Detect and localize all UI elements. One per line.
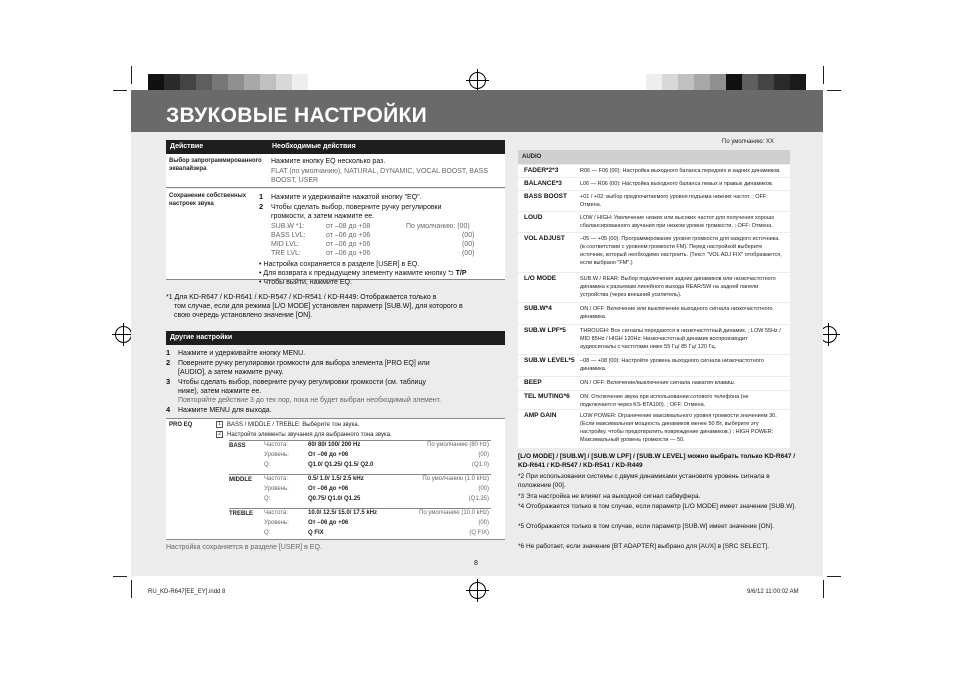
param-range: от –06 до +06 xyxy=(326,241,371,248)
color-bar-left xyxy=(276,74,292,90)
row-label: Сохранение собственных настроек звука xyxy=(169,193,247,207)
eq-param-name: Частота: xyxy=(264,510,288,516)
step-text: Повторяйте действие 3 до тех пор, пока не будет выбран необходимый элемент. xyxy=(178,397,442,404)
audio-row-text: L06 — R06 (00): Настройка выходного баланса левых и правых динамиков. xyxy=(580,181,774,187)
color-bar-right xyxy=(694,74,710,90)
step-text: громкости, а затем нажмите ее. xyxy=(271,213,375,220)
table-header xyxy=(166,140,505,154)
audio-row-text: ON / OFF: Включение или выключение выходного сигнала низкочастотного динамика. xyxy=(580,306,773,320)
pro-eq-item-text: BASS / MIDDLE / TREBLE: Выберите тон звука. xyxy=(227,422,360,429)
audio-header-label: AUDIO xyxy=(522,154,542,160)
step-number: 3 xyxy=(166,377,171,386)
audio-row-label: SUB.W LPF*5 xyxy=(524,327,566,334)
eq-param-values: От –06 до +06 xyxy=(308,452,349,458)
item-number-box: 1 xyxy=(216,421,223,428)
footer-file: RU_KD-R647[EE_EY].indd 8 xyxy=(148,589,226,595)
audio-row-label: SUB.W LEVEL*5 xyxy=(524,357,575,364)
eq-param-default: (Q1.0) xyxy=(471,462,489,468)
audio-row-label: SUB.W*4 xyxy=(524,305,552,312)
table-row xyxy=(518,325,790,354)
eq-param-values: 60/ 80/ 100/ 200 Hz xyxy=(308,442,361,448)
eq-param-name: Частота: xyxy=(264,476,288,482)
color-bar-left xyxy=(180,74,196,90)
step-text: Нажмите и удерживайте нажатой кнопку "EQ". xyxy=(271,194,422,201)
audio-row-text: –08 — +08 (00): Настройте уровень выходного сигнала низкочастотного динамика. xyxy=(580,358,764,372)
step-text: Чтобы сделать выбор, поверните ручку регулировки громкости (см. таблицу xyxy=(178,379,426,386)
audio-row-label: VOL ADJUST xyxy=(524,235,565,242)
param-default: (00) xyxy=(462,250,475,257)
crop-mark xyxy=(827,90,841,91)
eq-param-values: 0.5/ 1.0/ 1.5/ 2.5 kHz xyxy=(308,476,364,482)
eq-param-values: Q0.75/ Q1.0/ Q1.25 xyxy=(308,496,361,502)
table-row xyxy=(518,377,790,390)
registration-mark-icon xyxy=(115,326,132,343)
color-bar-right xyxy=(726,74,742,90)
table-row xyxy=(518,355,790,376)
param-default: По умолчанию: (00) xyxy=(406,223,470,230)
param-range: от –06 до +06 xyxy=(326,232,371,239)
eq-param-values: От –06 до +06 xyxy=(308,520,349,526)
bullet-text: Настройка сохраняется в разделе [USER] в EQ. xyxy=(263,261,420,268)
step-number: 1 xyxy=(166,348,171,357)
audio-row-label: AMP GAIN xyxy=(524,412,557,419)
table-row xyxy=(518,391,790,409)
audio-row-label: LOUD xyxy=(524,214,543,221)
footnote-4: *4 Отображается только в том случае, если параметр [L/O MODE] имеет значение [SUB.W]. xyxy=(518,503,797,510)
registration-mark-icon xyxy=(469,582,486,599)
eq-param-default: По умолчанию (10.0 kHz) xyxy=(419,510,489,516)
eq-param-default: (Q FIX) xyxy=(469,530,489,536)
page-number: 8 xyxy=(474,560,478,567)
eq-param-default: (00) xyxy=(478,520,489,526)
color-bar-right xyxy=(742,74,758,90)
tp-key-label: T/P xyxy=(455,270,467,277)
color-bar-left xyxy=(244,74,260,90)
eq-group-name: MIDDLE xyxy=(229,477,252,483)
eq-param-name: Частота: xyxy=(264,442,288,448)
eq-param-values: 10.0/ 12.5/ 15.0/ 17.5 kHz xyxy=(308,510,378,516)
default-note: По умолчанию: XX xyxy=(722,139,774,145)
eq-param-name: Уровень: xyxy=(264,486,289,492)
crop-mark xyxy=(827,576,841,577)
eq-param-default: (00) xyxy=(478,452,489,458)
footer-date: 9/6/12 11:00:02 AM xyxy=(747,589,799,595)
color-bar-left xyxy=(260,74,276,90)
color-bar-right xyxy=(790,74,806,90)
param-range: от –08 до +08 xyxy=(326,223,371,230)
eq-param-default: (Q1.25) xyxy=(468,496,489,502)
step-text: [AUDIO], а затем нажмите ручку. xyxy=(178,369,284,376)
crop-mark xyxy=(131,66,132,84)
color-bar-left xyxy=(292,74,308,90)
eq-param-name: Q: xyxy=(264,530,271,536)
eq-param-values: От –06 до +06 xyxy=(308,486,349,492)
bullet-text: Чтобы выйти, нажмите EQ. xyxy=(263,279,352,286)
footnote-1: *1 Для KD-R647 / KD-R641 / KD-R547 / KD-R541 / KD-R449: Отображается только в xyxy=(166,294,437,301)
crop-mark xyxy=(131,580,132,598)
audio-row-text: LOW POWER: Ограничение максимального уровня громкости значением 30. (Если максимальная мощность динамиков менее 50 Вт, выберите эту настройку, чтобы предотвратить повреждение динамиков.) ; HIGH POWER: Максимальный уровень громкости — 50. xyxy=(580,413,777,443)
step-text: Чтобы сделать выбор, поверните ручку регулировки xyxy=(271,204,442,211)
color-bar-right xyxy=(662,74,678,90)
param-name: MID LVL: xyxy=(271,241,300,248)
audio-row-text: R06 — F06 (00): Настройка выходного баланса передних и задних динамиков. xyxy=(580,168,781,174)
footnote-1: свою очередь установлено значение [ON]. xyxy=(174,312,313,319)
step-text: Поверните ручку регулировки громкости для выбора элемента [PRO EQ] или xyxy=(178,360,430,367)
audio-row-text: LOW / HIGH: Увеличение низких или высоких частот для получения хорошо сбалансированного звучания при низком уровне громкости. ; OFF: Отмена. xyxy=(580,215,775,229)
audio-row-label: BEEP xyxy=(524,379,542,386)
bullet-text: • Для возврата к предыдущему элементу нажмите кнопку ⮌ T/P xyxy=(259,270,467,277)
param-default: (00) xyxy=(462,232,475,239)
table-row xyxy=(518,233,790,272)
footnote-1: том случае, если для режима [L/O MODE] установлен параметр [SUB.W], для которого в xyxy=(174,303,463,310)
param-name: BASS LVL: xyxy=(271,232,306,239)
registration-mark-icon xyxy=(469,72,486,89)
crop-mark xyxy=(113,576,127,577)
lo-mode-note: [L/O MODE] / [SUB.W] / [SUB.W LPF] / [SUB.W LEVEL] можно выбрать только KD-R647 / KD-R641 / KD-R547 / KD-R541 / KD-R449 xyxy=(518,453,796,469)
table-row xyxy=(518,165,790,177)
audio-row-text: –05 — +05 (00): Программирование уровня громкости для каждого источника. (в соответствии с уровнем громкости FM). Перед настройкой выберите источник, который необходимо настроить. (Текст "VOL ADJ FIX" отображается, если выбрано "FM".) xyxy=(580,236,782,266)
footnote-6: *6 Не работает, если значение [BT ADAPTER] выбрано для [AUX] в [SRC SELECT]. xyxy=(518,543,770,550)
param-name: TRE LVL: xyxy=(271,250,301,257)
color-bar-right xyxy=(710,74,726,90)
table-row xyxy=(518,273,790,302)
color-bar-left xyxy=(228,74,244,90)
section-header xyxy=(166,331,505,345)
audio-row-label: BASS BOOST xyxy=(524,193,567,200)
bullet-text: Для возврата к предыдущему элементу нажмите кнопку xyxy=(263,270,447,277)
table-row xyxy=(518,178,790,190)
audio-row-text: THROUGH: Все сигналы передаются в низкочастотный динамик. ; LOW 55Hz / MID 85Hz / HIGH 120Hz: Низкочастотный динамик воспроизводит аудиосигналы с частотами ниже 55 Гц/ 85 Гц/ 120 Гц. xyxy=(580,328,781,350)
bullet-text: • Чтобы выйти, нажмите EQ. xyxy=(259,279,352,286)
col-needed-header: Необходимые действия xyxy=(272,143,356,150)
audio-row-text: ON: Отключение звука при использовании сотового телефона (не подключается через KS-BTA100). ; OFF: Отмена. xyxy=(580,394,749,408)
eq-param-name: Q: xyxy=(264,462,271,468)
eq-param-values: Q FIX xyxy=(308,530,324,536)
param-range: от –06 до +06 xyxy=(326,250,371,257)
pro-eq-item xyxy=(216,421,359,429)
color-bar-left xyxy=(212,74,228,90)
audio-row-label: L/O MODE xyxy=(524,275,557,282)
pro-eq-item xyxy=(216,431,392,439)
audio-row-text: SUB.W / REAR: Выбор подключения задних динамиков или низкочастотного динамика к разъемам линейного выхода REAR/SW на задней панели устройства (через внешний усилитель). xyxy=(580,276,776,298)
step-number: 2 xyxy=(259,202,264,211)
table-row xyxy=(518,410,790,448)
color-bar-left xyxy=(164,74,180,90)
audio-row-label: TEL MUTING*6 xyxy=(524,393,570,400)
color-bar-right xyxy=(774,74,790,90)
eq-param-name: Q: xyxy=(264,496,271,502)
audio-row-text: +01 / +02: выбор предпочитаемого уровня подъема нижних частот. ; OFF: Отмена. xyxy=(580,194,768,208)
audio-header xyxy=(518,150,790,164)
col-action-header: Действие xyxy=(170,143,204,150)
param-name: SUB.W *1: xyxy=(271,223,305,230)
saved-note: Настройка сохраняется в разделе [USER] в EQ. xyxy=(166,544,322,551)
step-number: 2 xyxy=(166,358,171,367)
step-number: 1 xyxy=(259,192,264,201)
audio-row-text: ON / OFF: Включение/выключение сигнала нажатия клавиш. xyxy=(580,380,736,386)
footnote-2: *2 При использовании системы с двумя динамиками установите уровень сигнала в положение [00]. xyxy=(518,473,770,489)
row-text: BOOST, USER xyxy=(271,177,319,184)
page-title: ЗВУКОВЫЕ НАСТРОЙКИ xyxy=(166,104,428,127)
color-bar-right xyxy=(646,74,662,90)
eq-param-name: Уровень: xyxy=(264,452,289,458)
step-text: Нажмите MENU для выхода. xyxy=(178,407,272,414)
row-text: Нажмите кнопку EQ несколько раз. xyxy=(271,158,386,165)
eq-param-name: Уровень: xyxy=(264,520,289,526)
row-label: Выбор запрограммированного эквалайзера xyxy=(169,158,262,172)
crop-mark xyxy=(113,90,127,91)
row-text: FLAT (по умолчанию), NATURAL, DYNAMIC, VOCAL BOOST, BASS xyxy=(271,168,488,175)
eq-param-default: (00) xyxy=(478,486,489,492)
table-row xyxy=(518,191,790,211)
crop-mark xyxy=(823,580,824,598)
step-text: ниже), затем нажмите ее. xyxy=(178,388,262,395)
footnote-3: *3 Эта настройка не влияет на выходной сигнал сабвуфера. xyxy=(518,493,701,500)
footnote-5: *5 Отображается только в том случае, если параметр [SUB.W] имеет значение [ON]. xyxy=(518,523,774,530)
eq-param-default: По умолчанию (1.0 kHz) xyxy=(422,476,489,482)
pro-eq-item-text: Настройте элементы звучания для выбранного тона звука. xyxy=(227,432,392,439)
audio-row-label: BALANCE*3 xyxy=(524,180,562,187)
item-number-box: 2 xyxy=(216,431,223,438)
table-row xyxy=(518,303,790,324)
eq-group-name: BASS xyxy=(229,443,246,449)
pro-eq-label: PRO EQ xyxy=(169,422,193,428)
section-title: Другие настройки xyxy=(170,334,233,341)
eq-param-default: По умолчанию (80 Hz) xyxy=(427,442,489,448)
color-bar-right xyxy=(758,74,774,90)
table-row xyxy=(518,212,790,232)
step-text: Нажмите и удерживайте кнопку MENU. xyxy=(178,350,306,357)
color-bar-left xyxy=(196,74,212,90)
back-arrow-icon: ⮌ xyxy=(448,270,454,277)
crop-mark xyxy=(823,66,824,84)
eq-group-name: TREBLE xyxy=(229,511,253,517)
step-number: 4 xyxy=(166,405,171,414)
param-default: (00) xyxy=(462,241,475,248)
color-bar-left xyxy=(148,74,164,90)
bullet-text: • Настройка сохраняется в разделе [USER] в EQ. xyxy=(259,261,420,268)
color-bar-right xyxy=(678,74,694,90)
audio-row-label: FADER*2*3 xyxy=(524,167,559,174)
eq-param-values: Q1.0/ Q1.25/ Q1.5/ Q2.0 xyxy=(308,462,374,468)
